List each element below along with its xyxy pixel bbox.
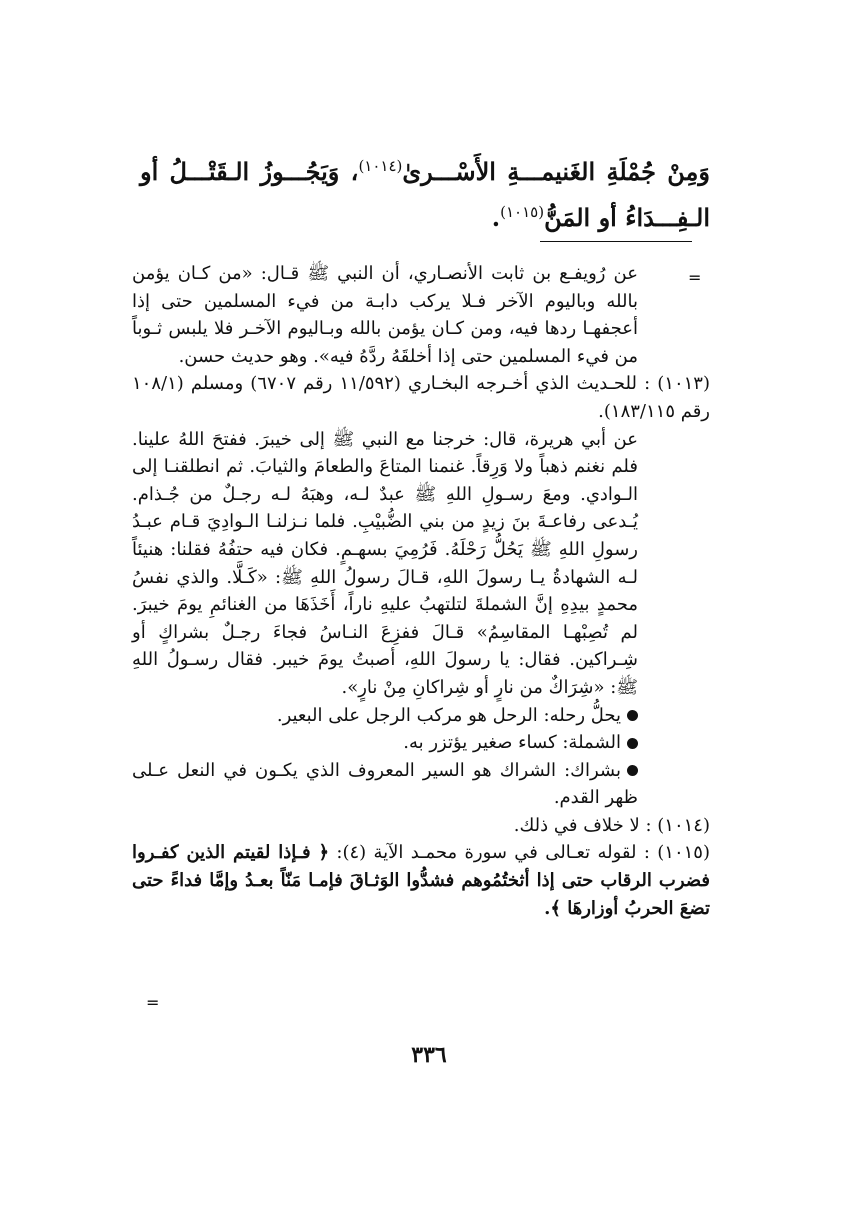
footnote-continued-text: عن رُويفـع بن ثابت الأنصـاري، أن النبي ﷺ قـال: «من كـان يؤمن بالله وباليوم الآخر فـلا يركب دابـة من فيء المسلمين حتى إذا أعجفهـا ردها فيه، ومن كـان يؤمن بالله وبـاليوم الآخـر فلا يلبس ثـوباً من فيء المسلمين حتى إذا أخلقَهُ ردَّهُ فيه». وهو حديث حسن. — [132, 263, 638, 367]
footnote-ref-1015[interactable]: (١٠١٥) — [500, 203, 545, 221]
footnote-1013-hadith-text: عن أبي هريرة، قال: خرجنا مع النبي ﷺ إلى خيبرَ. ففتحَ اللهُ علينا. فلم نغنم ذهباً ولا وَرِقاً. غنمنا المتاعَ والطعامَ والثيابَ. ثم انطلقنـا إلى الـوادي. ومعَ رسـولِ اللهِ ﷺ عبدٌ لـه، وهبَهُ لـه رجـلٌ من جُـذام. يُـدعى رفاعـةَ بنَ زيدٍ من بني الضُّبيْبِ. فلما نـزلنـا الـوادِيَ قـام عبـدُ رسولِ اللهِ ﷺ يَحُلُّ رَحْلَهُ. فَرُمِيَ بسهـمٍ. فكان فيه حتفُهُ فقلنا: هنيئاً لـه الشهادةُ يـا رسولَ اللهِ، قـالَ رسولُ اللهِ ﷺ: «كَـلَّا. والذي نفسُ محمدٍ بيدِهِ إنَّ الشملةَ لتلتهبُ عليهِ ناراً، أَخَذَهَا من الغنائمِ يومَ خيبرَ. لم تُصِبْهـا المقاسِمُ» قـالَ ففزِعَ النـاسُ فجاءَ رجـلٌ بشراكٍ أو شِـراكين. فقال: يا رسولَ اللهِ، أصبتُ يومَ خيبر. فقال رسـولُ اللهِ ﷺ: «شِرَاكٌ من نارٍ أو شِراكانِ مِنْ نارٍ». — [132, 428, 639, 698]
footnote-1015-intro: : لقوله تعـالى في سورة محمـد الآية (٤): — [336, 842, 650, 864]
main-text — [140, 146, 710, 238]
main-text-line2-end: . — [491, 203, 501, 232]
footnote-1013-intro: : للحـديث الذي أخـرجه البخـاري (١١/٥٩٢ رقم ٦٧٠٧) ومسلم (١٠٨/١ رقم ١٨٣/١١٥). — [132, 373, 710, 422]
footnote-1013-hadith — [132, 426, 710, 702]
main-text-line1: وَمِنْ جُمْلَةِ الغَنيمـــةِ الأَسْـــرىٰ — [402, 157, 711, 186]
footnote-1014-text: : لا خلاف في ذلك. — [513, 814, 652, 836]
continuation-marker-bottom: = — [146, 993, 160, 1012]
main-text-line2: المَنُّ — [544, 203, 591, 232]
continuation-marker-top: = — [688, 268, 702, 287]
footnote-ref-1014[interactable]: (١٠١٤) — [358, 157, 403, 175]
gloss-text: بشراك: الشراك هو السير المعروف الذي يكـون في النعل عـلى ظهر القدم. — [132, 759, 638, 809]
main-text-line1-rest: ، وَيَجُـــوزُ الـقَتْـــلُ أو الـفِـــدَاءُ أو — [140, 157, 710, 232]
quran-verse: ﴿ فـإذا لقيتم الذين كفـروا فضرب الرقاب حتى إذا أثختُمُوهم فشدُّوا الوَثـاقَ فإمـا مَنّاً بعـدُ وإمَّا فداءً حتى تضعَ الحربُ أوزارهَا ﴾. — [132, 842, 710, 919]
footnote-1013 — [132, 370, 710, 425]
gloss-item — [132, 757, 710, 812]
bullet-icon — [627, 738, 638, 749]
footnote-separator — [540, 241, 692, 242]
bullet-icon — [627, 710, 638, 721]
footnote-number-1015: (١٠١٥) — [657, 842, 710, 864]
bullet-icon — [627, 765, 638, 776]
footnote-number-1013: (١٠١٣) — [657, 373, 710, 395]
footnote-continued — [132, 260, 710, 370]
gloss-item — [132, 702, 710, 730]
footnote-1014 — [132, 812, 710, 840]
footnote-1015 — [132, 839, 710, 922]
gloss-item — [132, 729, 710, 757]
gloss-text: الشملة: كساء صغير يؤتزر به. — [403, 732, 621, 754]
footnote-number-1014: (١٠١٤) — [657, 814, 710, 836]
page-number: ٣٣٦ — [411, 1042, 447, 1068]
footnotes — [132, 260, 710, 922]
gloss-text: يحلُّ رحله: الرحل هو مركب الرجل على البعير. — [276, 704, 621, 726]
